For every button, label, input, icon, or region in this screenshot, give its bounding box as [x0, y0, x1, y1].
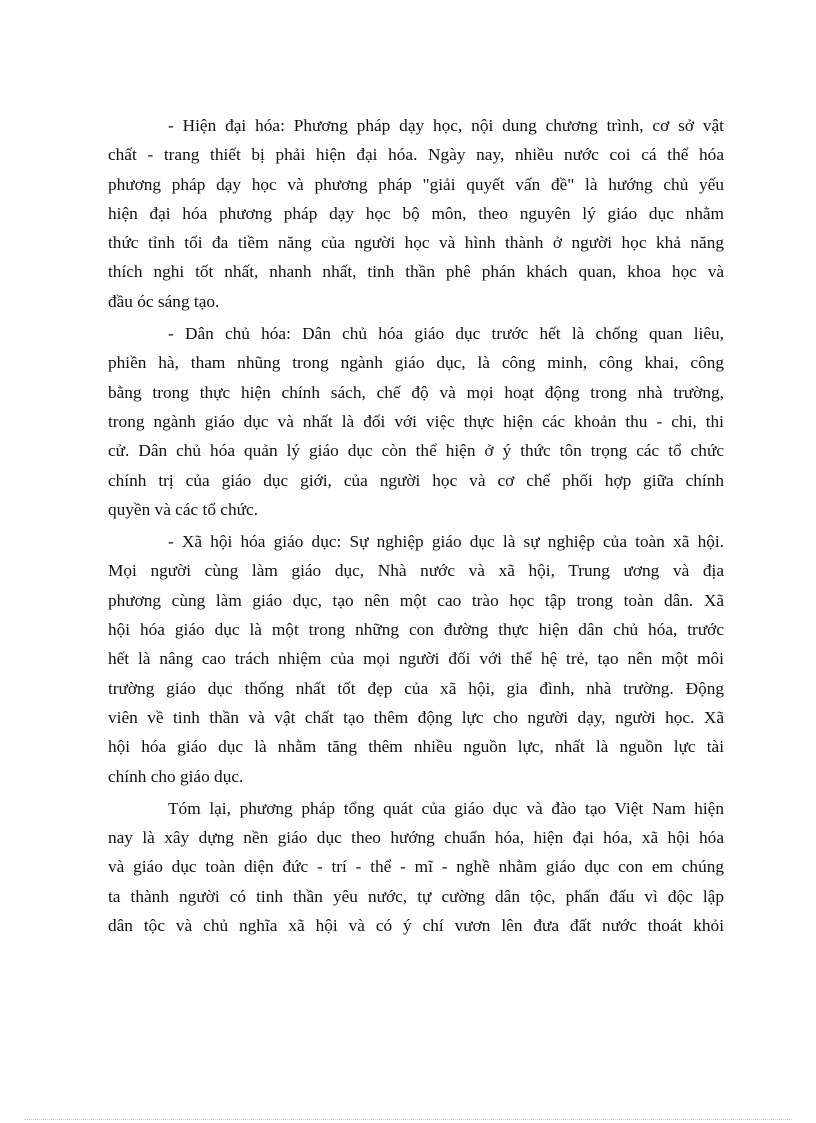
text-line: Tóm lại, phương pháp tổng quát của giáo dục và đào tạo Việt Nam hiện	[168, 798, 724, 818]
text-line: nay là xây dựng nền giáo dục theo hướng chuẩn hóa, hiện đại hóa, xã hội hóa	[108, 828, 724, 848]
text-line: hội hóa giáo dục là nhằm tăng thêm nhiều nguồn lực, nhất là nguồn lực tài	[108, 737, 724, 757]
text-line: đầu óc sáng tạo.	[108, 291, 220, 311]
document-body	[108, 111, 724, 943]
text-line: phương cùng làm giáo dục, tạo nên một cao trào học tập trong toàn dân. Xã	[108, 590, 724, 610]
text-line: chất - trang thiết bị phải hiện đại hóa. Ngày nay, nhiều nước coi cá thể hóa	[108, 145, 724, 165]
paragraph-summary	[108, 794, 724, 940]
text-line: - Xã hội hóa giáo dục: Sự nghiệp giáo dục là sự nghiệp của toàn xã hội.	[168, 532, 724, 552]
text-line: và giáo dục toàn diện đức - trí - thể - mĩ - nghề nhằm giáo dục con em chúng	[108, 857, 724, 877]
text-line: hiện đại hóa phương pháp dạy học bộ môn, theo nguyên lý giáo dục nhằm	[108, 203, 724, 223]
text-line: trong ngành giáo dục và nhất là đối với việc thực hiện các khoản thu - chi, thi	[108, 411, 724, 431]
text-line: ta thành người có tinh thần yêu nước, tự cường dân tộc, phấn đấu vì độc lập	[108, 886, 724, 906]
text-line: thích nghi tốt nhất, nhanh nhất, tinh thần phê phán khách quan, khoa học và	[108, 262, 724, 282]
text-line: chính cho giáo dục.	[108, 766, 244, 786]
text-line: Mọi người cùng làm giáo dục, Nhà nước và xã hội, Trung ương và địa	[108, 561, 724, 581]
text-line: hết là nâng cao trách nhiệm của mọi người đối với thế hệ trẻ, tạo nên một môi	[108, 649, 724, 669]
paragraph-democratization	[108, 319, 724, 524]
text-line: bằng trong thực hiện chính sách, chế độ và mọi hoạt động trong nhà trường,	[108, 382, 724, 402]
text-line: phương pháp dạy học và phương pháp "giải quyết vấn đề" là hướng chủ yếu	[108, 174, 724, 194]
text-line: cử. Dân chủ hóa quản lý giáo dục còn thể hiện ở ý thức tôn trọng các tổ chức	[108, 441, 724, 461]
text-line: viên về tinh thần và vật chất tạo thêm động lực cho người dạy, người học. Xã	[108, 707, 724, 727]
text-line: thức tỉnh tối đa tiềm năng của người học và hình thành ở người học khả năng	[108, 233, 724, 253]
text-line: phiền hà, tham nhũng trong ngành giáo dục, là công minh, công khai, công	[108, 353, 724, 373]
text-line: - Dân chủ hóa: Dân chủ hóa giáo dục trước hết là chống quan liêu,	[168, 324, 724, 344]
page-bottom-divider	[24, 1119, 792, 1120]
text-line: dân tộc và chủ nghĩa xã hội và có ý chí vươn lên đưa đất nước thoát khỏi	[108, 916, 724, 936]
text-line: chính trị của giáo dục giới, của người học và cơ chế phối hợp giữa chính	[108, 470, 724, 490]
text-line: trường giáo dục thống nhất tốt đẹp của xã hội, gia đình, nhà trường. Động	[108, 678, 724, 698]
text-line: quyền và các tổ chức.	[108, 499, 258, 519]
text-line: hội hóa giáo dục là một trong những con đường thực hiện dân chủ hóa, trước	[108, 620, 724, 640]
paragraph-modernization	[108, 111, 724, 316]
text-line: - Hiện đại hóa: Phương pháp dạy học, nội dung chương trình, cơ sở vật	[168, 116, 724, 135]
paragraph-socialization	[108, 527, 724, 791]
